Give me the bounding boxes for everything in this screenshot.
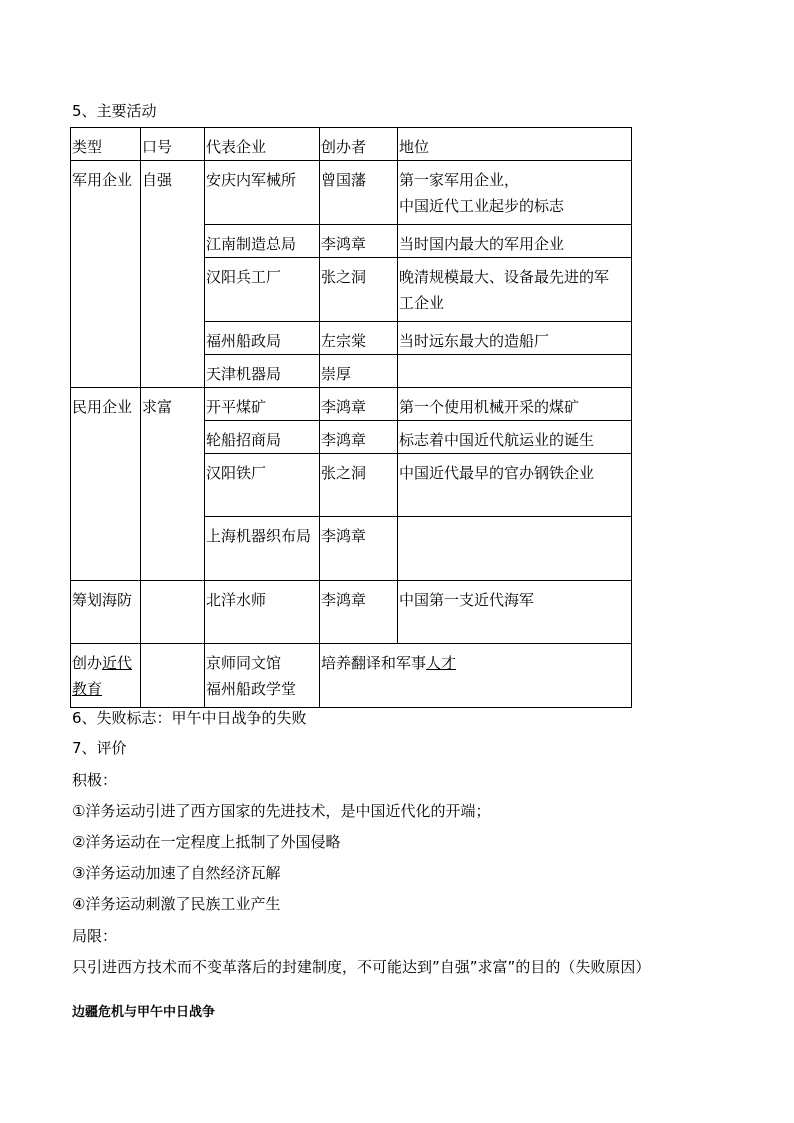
section5-title: 5、主要活动 bbox=[72, 102, 157, 120]
header-status: 地位 bbox=[398, 128, 632, 161]
header-type: 类型 bbox=[71, 128, 141, 161]
company-cell: 上海机器织布局 bbox=[205, 517, 320, 581]
founder-cell: 李鸿章 bbox=[320, 581, 398, 644]
founder-cell: 李鸿章 bbox=[320, 517, 398, 581]
link-education[interactable]: 教育 bbox=[72, 680, 103, 698]
company-cell: 江南制造总局 bbox=[205, 225, 320, 258]
navy-type: 筹划海防 bbox=[71, 581, 141, 644]
status-cell bbox=[398, 355, 632, 388]
table-row bbox=[71, 388, 632, 421]
link-talent[interactable]: 人才 bbox=[426, 654, 457, 672]
founder-cell: 张之洞 bbox=[320, 258, 398, 322]
company-cell: 福州船政局 bbox=[205, 322, 320, 355]
section6-failure-mark: 6、失败标志：甲午中日战争的失败 bbox=[72, 709, 307, 727]
military-slogan: 自强 bbox=[141, 161, 205, 388]
civil-slogan: 求富 bbox=[141, 388, 205, 581]
section7-title: 7、评价 bbox=[72, 739, 127, 757]
education-slogan bbox=[141, 644, 205, 708]
purpose-cell: 培养翻译和军事人才 bbox=[320, 644, 632, 708]
main-activities-table bbox=[70, 127, 632, 708]
status-cell: 第一家军用企业， 中国近代工业起步的标志 bbox=[398, 161, 632, 225]
founder-cell: 左宗棠 bbox=[320, 322, 398, 355]
positive-item-1: ①洋务运动引进了西方国家的先进技术，是中国近代化的开端； bbox=[72, 802, 491, 820]
positive-item-2: ②洋务运动在一定程度上抵制了外国侵略 bbox=[72, 833, 341, 851]
founder-cell: 张之洞 bbox=[320, 454, 398, 517]
status-cell: 中国第一支近代海军 bbox=[398, 581, 632, 644]
limit-title: 局限： bbox=[72, 927, 118, 945]
table-header-row bbox=[71, 128, 632, 161]
company-cell: 汉阳兵工厂 bbox=[205, 258, 320, 322]
status-cell: 当时远东最大的造船厂 bbox=[398, 322, 632, 355]
positive-item-3: ③洋务运动加速了自然经济瓦解 bbox=[72, 864, 281, 882]
header-slogan: 口号 bbox=[141, 128, 205, 161]
founder-cell: 李鸿章 bbox=[320, 225, 398, 258]
header-company: 代表企业 bbox=[205, 128, 320, 161]
status-cell: 标志着中国近代航运业的诞生 bbox=[398, 421, 632, 454]
company-cell: 轮船招商局 bbox=[205, 421, 320, 454]
company-cell: 京师同文馆 福州船政学堂 bbox=[205, 644, 320, 708]
company-cell: 安庆内军械所 bbox=[205, 161, 320, 225]
founder-cell: 李鸿章 bbox=[320, 421, 398, 454]
status-cell: 当时国内最大的军用企业 bbox=[398, 225, 632, 258]
founder-cell: 李鸿章 bbox=[320, 388, 398, 421]
status-cell: 中国近代最早的官办钢铁企业 bbox=[398, 454, 632, 517]
limit-text: 只引进西方技术而不变革落后的封建制度，不可能达到”自强”求富”的目的（失败原因） bbox=[72, 958, 651, 976]
positive-title: 积极： bbox=[72, 771, 118, 789]
link-modern[interactable]: 近代 bbox=[102, 654, 133, 672]
company-cell: 天津机器局 bbox=[205, 355, 320, 388]
education-type: 创办近代 教育 bbox=[71, 644, 141, 708]
founder-cell: 崇厚 bbox=[320, 355, 398, 388]
next-section-heading: 边疆危机与甲午中日战争 bbox=[72, 1005, 216, 1020]
company-cell: 北洋水师 bbox=[205, 581, 320, 644]
table-row bbox=[71, 581, 632, 644]
status-cell: 第一个使用机械开采的煤矿 bbox=[398, 388, 632, 421]
military-type: 军用企业 bbox=[71, 161, 141, 388]
civil-type: 民用企业 bbox=[71, 388, 141, 581]
company-cell: 开平煤矿 bbox=[205, 388, 320, 421]
table-row bbox=[71, 644, 632, 708]
founder-cell: 曾国藩 bbox=[320, 161, 398, 225]
header-founder: 创办者 bbox=[320, 128, 398, 161]
table-row bbox=[71, 161, 632, 225]
status-cell bbox=[398, 517, 632, 581]
positive-item-4: ④洋务运动刺激了民族工业产生 bbox=[72, 895, 281, 913]
company-cell: 汉阳铁厂 bbox=[205, 454, 320, 517]
navy-slogan bbox=[141, 581, 205, 644]
status-cell: 晚清规模最大、设备最先进的军 工企业 bbox=[398, 258, 632, 322]
